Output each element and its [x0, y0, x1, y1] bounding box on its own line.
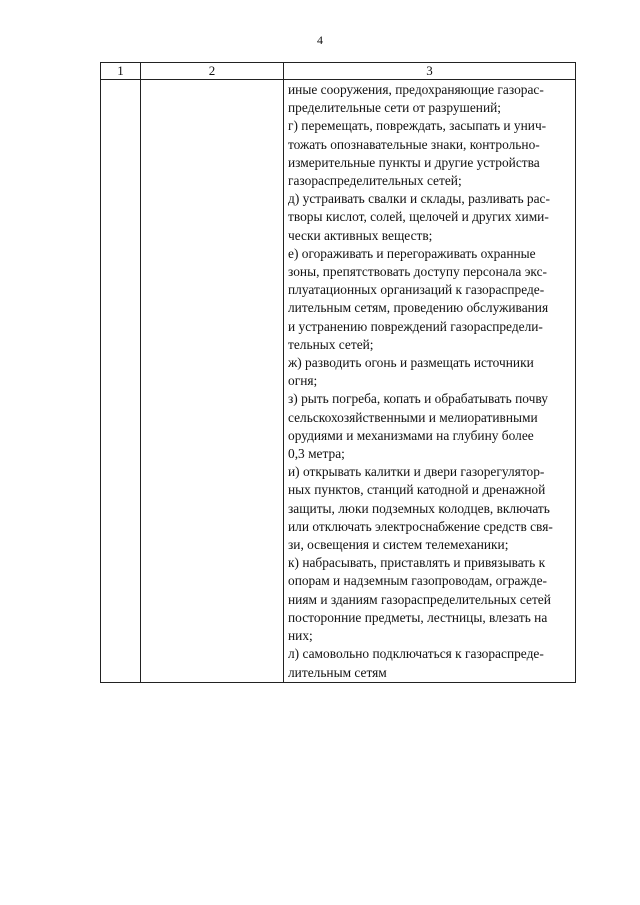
text-line: опорам и надземным газопроводам, огражде- [288, 573, 547, 589]
text-line: них; [288, 628, 313, 644]
text-line: з) рыть погреба, копать и обрабатывать почву [288, 391, 548, 407]
text-line: л) самовольно подключаться к газораспреде- [288, 646, 544, 662]
text-line: и устранению повреждений газораспредели- [288, 318, 543, 334]
text-line: 0,3 метра; [288, 446, 345, 462]
prohibitions-text [284, 80, 575, 682]
text-line: к) набрасывать, приставлять и привязывать к [288, 555, 546, 571]
text-line: д) устраивать свалки и склады, разливать рас- [288, 191, 550, 207]
text-line: иные сооружения, предохраняющие газорас- [288, 82, 544, 97]
text-line: ных пунктов, станций катодной и дренажной [288, 482, 546, 498]
text-line: ж) разводить огонь и размещать источники [288, 355, 534, 371]
text-line: лительным сетям, проведению обслуживания [288, 300, 549, 316]
table-row [101, 80, 576, 683]
text-line: сельскохозяйственными и мелиоративными [288, 409, 538, 425]
text-line: творы кислот, солей, щелочей и других хими- [288, 209, 549, 225]
text-line: зоны, препятствовать доступу персонала экс- [288, 264, 548, 280]
table-header-row [101, 63, 576, 80]
column-header-1: 1 [101, 63, 141, 80]
text-line: измерительные пункты и другие устройства [288, 154, 540, 170]
text-line: и) открывать калитки и двери газорегулятор- [288, 464, 545, 480]
text-line: тельных сетей; [288, 336, 374, 352]
text-line: ниям и зданиям газораспределительных сетей [288, 591, 551, 607]
text-line: чески активных веществ; [288, 227, 433, 243]
column-header-2: 2 [141, 63, 284, 80]
text-line: г) перемещать, повреждать, засыпать и унич- [288, 118, 547, 134]
regulation-table [100, 62, 576, 683]
text-line: или отключать электроснабжение средств свя- [288, 518, 553, 534]
cell-col-1 [101, 80, 141, 683]
column-header-3: 3 [284, 63, 576, 80]
text-line: е) огораживать и перегораживать охранные [288, 245, 536, 261]
page-number: 4 [317, 33, 323, 47]
text-line: лительным сетям [288, 664, 387, 680]
text-line: огня; [288, 373, 318, 389]
cell-col-2 [141, 80, 284, 683]
text-line: пределительные сети от разрушений; [288, 100, 502, 116]
text-line: газораспределительных сетей; [288, 173, 462, 189]
text-line: тожать опознавательные знаки, контрольно- [288, 136, 540, 152]
text-line: посторонние предметы, лестницы, влезать на [288, 609, 548, 625]
text-line: защиты, люки подземных колодцев, включать [288, 500, 550, 516]
text-line: орудиями и механизмами на глубину более [288, 427, 534, 443]
text-line: зи, освещения и систем телемеханики; [288, 537, 509, 553]
text-line: плуатационных организаций к газораспреде- [288, 282, 545, 298]
cell-col-3 [284, 80, 576, 683]
